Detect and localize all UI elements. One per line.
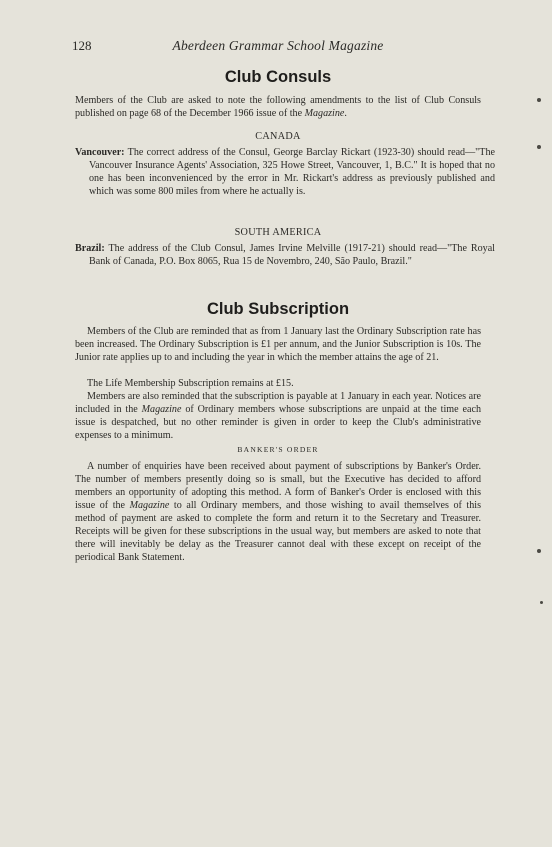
brazil-entry: Brazil: The address of the Club Consul, James Irvine Melville (1917-21) should read—"The Royal Bank of Canada, P.O. Box 8065, Rua 15 de Novembro, 240, São Paulo, Brazil." [75,243,495,267]
vancouver-entry: Vancouver: The correct address of the Consul, George Barclay Rickart (1923-30) should read—"The Vancouver Insurance Agents' Association, 325 Howe Street, Vancouver, 1, B.C." It is hoped that no one has been inconvenienced by the error in Mr. Rickart's address as previously published and which was some 800 miles from where he actually is. [75,147,495,197]
club-consuls-title: Club Consuls [224,68,332,86]
south-america-heading: SOUTH AMERICA [234,227,322,238]
margin-mark [537,98,541,102]
running-title: Aberdeen Grammar School Magazine [172,38,384,53]
subscription-paragraph-2: The Life Membership Subscription remains at £15. [87,378,294,389]
club-subscription-title: Club Subscription [206,300,350,318]
margin-mark [537,549,541,553]
canada-heading: CANADA [255,131,301,142]
subscription-paragraph-1: Members of the Club are reminded that as from 1 January last the Ordinary Subscription rate has been increased. The Ordinary Subscription is £1 per annum, and the Junior Subscription is 10s. The Junior rate applies up to and including the year in which the member attains the age of 21. [75,326,481,363]
subscription-paragraph-3: Members are also reminded that the subscription is payable at 1 January in each year. Notices are included in the Magazine of Ordinary members whose subscriptions are unpaid at the time each issue is despatched, but no other reminder is given in order to keep the Club's administrative expenses to a minimum. [75,391,481,441]
margin-mark [540,601,543,604]
consuls-intro: Members of the Club are asked to note the following amendments to the list of Club Consuls published on page 68 of the December 1966 issue of the Magazine. [75,95,481,119]
bankers-order-heading: BANKER'S ORDER [237,445,319,454]
margin-mark [537,145,541,149]
brazil-label: Brazil: [75,243,105,254]
running-header [72,38,484,56]
subscription-paragraph-4: A number of enquiries have been received about payment of subscriptions by Banker's Order. The number of members presently doing so is small, but the Executive has decided to afford members an opportunity of adopting this method. A form of Banker's Order is enclosed with this issue of the Magazine to all Ordinary members, and those wishing to avail themselves of this method of payment are asked to complete the form and return it to the Secretary and Treasurer. Receipts will be given for these subscriptions in the usual way, but members are asked to note that there will inevitably be delay as the Treasurer cannot deal with these except on receipt of the periodical Bank Statement. [75,461,482,563]
page-number: 128 [72,38,92,53]
vancouver-label: Vancouver: [75,147,125,158]
